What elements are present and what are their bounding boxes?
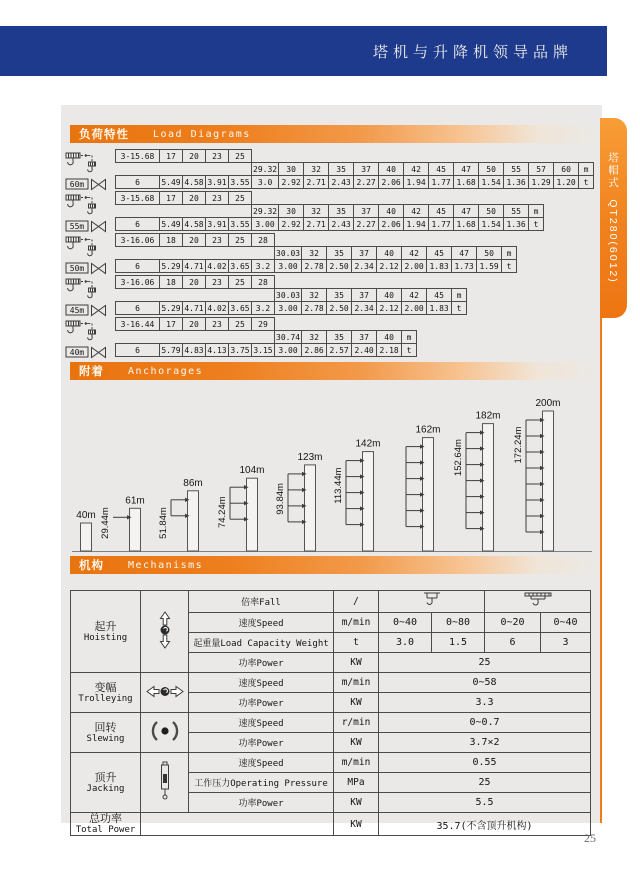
jib-length-label: 45m: [69, 306, 85, 315]
load-cell: 4.58: [184, 219, 204, 229]
load-cell: 55: [504, 163, 529, 176]
load-diagram-block-55m: [65, 191, 594, 233]
mech-unit: KW: [334, 813, 379, 836]
load-cell: m: [529, 205, 544, 218]
load-cell: 28: [252, 276, 275, 289]
load-cell: 1.83: [427, 302, 452, 315]
load-cell: 3-15.68: [116, 150, 160, 163]
load-cell: t: [502, 260, 517, 273]
mech-group-hoisting: 起升 Hoisting: [71, 591, 141, 673]
load-cell: 29.32: [253, 164, 278, 174]
mech-val: 3.7×2: [379, 733, 591, 753]
load-cell: 1.77: [429, 218, 454, 231]
load-cell: 37: [352, 247, 377, 260]
load-cell: 45: [429, 205, 454, 218]
mech-param: 倍率Fall: [189, 591, 334, 613]
mech-param: 功率Power: [189, 733, 334, 753]
load-cell: 1.20: [554, 176, 579, 189]
spacer-cell: [275, 234, 517, 247]
tower-height-label: 182m: [475, 410, 501, 422]
tower-height-label: 61m: [125, 495, 145, 507]
load-cell: 2.06: [379, 176, 404, 189]
load-cell: 29.32: [253, 206, 278, 216]
mech-val: 3.3: [379, 693, 591, 713]
load-cell: m: [579, 163, 594, 176]
crane-jib-icon: [65, 276, 111, 318]
load-cell: 35: [327, 331, 352, 344]
brand-header-bar: [0, 26, 607, 76]
load-cell: 30.03: [276, 248, 301, 258]
brand-slogan: 塔机与升降机领导品牌: [372, 44, 573, 61]
mech-unit: KW: [334, 653, 379, 673]
mech-gicon: [141, 753, 189, 813]
model-side-tab: [600, 118, 627, 318]
load-cell: 50: [477, 247, 502, 260]
mech-gicon: [141, 591, 189, 673]
load-cell: 4.83: [184, 345, 204, 355]
four-fall-hook-icon: [521, 591, 555, 609]
mech-unit: m/min: [334, 753, 379, 773]
anchorage-tower-182m: [453, 411, 501, 551]
anchorage-tower-123m: [275, 452, 323, 551]
mechanisms-row: [71, 591, 591, 613]
mech-val: 0~80: [432, 613, 485, 633]
load-cell: 4.02: [207, 303, 227, 313]
section-header-mechanisms: [70, 556, 601, 574]
load-cell: 2.00: [402, 260, 427, 273]
load-cell: t: [529, 218, 544, 231]
load-cell: 40: [379, 163, 404, 176]
mech-val: 1.5: [432, 633, 485, 653]
load-cell: 35: [329, 205, 354, 218]
mech-param: 功率Power: [189, 693, 334, 713]
page-number: 25: [584, 831, 596, 845]
anchor-height-label: 172.24m: [513, 426, 524, 464]
load-cell: 2.12: [377, 302, 402, 315]
mech-unit: r/min: [334, 713, 379, 733]
mech-unit: KW: [334, 793, 379, 813]
tower-height-label: 86m: [183, 477, 203, 489]
anchor-height-label: 51.84m: [158, 507, 169, 539]
load-cell: 6: [116, 302, 160, 315]
jib-length-label: 40m: [69, 348, 85, 357]
mech-val: 6: [485, 633, 541, 653]
load-table-50m: [115, 233, 517, 273]
mech-param: 速度Speed: [189, 753, 334, 773]
load-cell: 32: [302, 247, 327, 260]
load-cell: 30: [279, 205, 304, 218]
load-cell: 2.71: [304, 176, 329, 189]
load-cell: 45: [427, 289, 452, 302]
load-cell: 3.00: [275, 302, 302, 315]
load-table-55m: [115, 191, 544, 231]
load-cell: 2.27: [354, 176, 379, 189]
mech-param: 工作压力Operating Pressure: [189, 773, 334, 793]
load-cell: 18: [160, 234, 183, 247]
load-cell: 5.49: [161, 177, 181, 187]
mech-val: [379, 591, 485, 613]
section-title-zh: 机构: [79, 560, 104, 572]
load-cell: t: [452, 302, 467, 315]
load-diagram-block-60m: [65, 149, 594, 191]
load-cell: 2.57: [327, 344, 352, 357]
load-cell: t: [579, 176, 594, 189]
section-title-en: Anchorages: [128, 365, 204, 377]
load-cell: 42: [402, 247, 427, 260]
section-title-zh: 负荷特性: [79, 129, 129, 141]
section-title-en: Load Diagrams: [153, 128, 251, 140]
load-cell: 2.06: [379, 218, 404, 231]
mech-gicon: [141, 673, 189, 713]
section-header-load-diagrams: [70, 125, 601, 143]
load-cell: 3.00: [275, 344, 302, 357]
load-cell: 3-16.06: [116, 234, 160, 247]
mech-param: 功率Power: [189, 653, 334, 673]
load-cell: 40: [377, 331, 402, 344]
mech-blank: [141, 813, 334, 836]
jacking-icon: [158, 761, 172, 801]
load-cell: 2.71: [304, 218, 329, 231]
spacer-cell: [116, 289, 275, 302]
mechanisms-row: [71, 713, 591, 733]
spacer-cell: [116, 163, 252, 176]
load-cell: 23: [206, 276, 229, 289]
load-cell: 3.15: [253, 345, 273, 355]
mech-val: 3: [541, 633, 591, 653]
mech-val: 25: [379, 653, 591, 673]
load-cell: 40: [379, 205, 404, 218]
load-cell: 2.43: [329, 218, 354, 231]
load-cell: 4.71: [184, 303, 204, 313]
mech-unit: KW: [334, 693, 379, 713]
load-cell: 32: [302, 289, 327, 302]
mech-group-jacking: 顶升 Jacking: [71, 753, 141, 813]
crane-jib-icon: [65, 234, 111, 276]
load-cell: 3.55: [230, 219, 250, 229]
spacer-cell: [252, 150, 594, 163]
two-fall-hook-icon: [417, 591, 447, 609]
load-cell: 23: [206, 150, 229, 163]
mech-val: 35.7(不含顶升机构): [379, 813, 591, 836]
load-cell: 30.74: [276, 332, 301, 342]
load-cell: 5.79: [161, 345, 181, 355]
mech-val: 0~40: [541, 613, 591, 633]
load-cell: 1.36: [504, 176, 529, 189]
load-cell: 3.91: [207, 177, 227, 187]
load-cell: 17: [160, 318, 183, 331]
load-cell: 2.18: [377, 344, 402, 357]
load-cell: 30: [279, 163, 304, 176]
mech-val: 25: [379, 773, 591, 793]
mech-val: 0.55: [379, 753, 591, 773]
tower-height-label: 123m: [297, 451, 323, 463]
load-cell: 23: [206, 318, 229, 331]
mech-val: 5.5: [379, 793, 591, 813]
load-cell: 2.92: [279, 176, 304, 189]
mech-unit: t: [334, 633, 379, 653]
load-cell: 1.83: [427, 260, 452, 273]
tower-height-label: 142m: [355, 438, 381, 450]
load-cell: 20: [183, 318, 206, 331]
load-cell: 2.34: [352, 302, 377, 315]
mechanisms-row: [71, 753, 591, 773]
load-cell: 3.65: [230, 303, 250, 313]
load-cell: 25: [229, 318, 252, 331]
mech-unit: KW: [334, 733, 379, 753]
anchorage-tower-200m: [513, 398, 561, 551]
load-cell: 2.12: [377, 260, 402, 273]
load-cell: 23: [206, 234, 229, 247]
load-cell: 1.68: [454, 176, 479, 189]
mech-param: 功率Power: [189, 793, 334, 813]
load-cell: 30.03: [276, 290, 301, 300]
mech-param: 速度Speed: [189, 673, 334, 693]
load-cell: 42: [404, 163, 429, 176]
load-cell: 32: [304, 163, 329, 176]
mech-group-trolleying: 变幅 Trolleying: [71, 673, 141, 713]
crane-jib-icon: [65, 192, 111, 234]
load-cell: 45: [429, 163, 454, 176]
load-table-60m: [115, 149, 594, 189]
load-diagram-block-50m: [65, 233, 594, 275]
load-cell: 25: [229, 192, 252, 205]
load-cell: 47: [452, 247, 477, 260]
load-cell: m: [402, 331, 417, 344]
load-cell: 20: [183, 234, 206, 247]
tower-height-label: 104m: [239, 465, 265, 477]
load-cell: 17: [160, 150, 183, 163]
load-cell: 50: [479, 163, 504, 176]
section-title-zh: 附着: [79, 366, 104, 378]
load-cell: 37: [352, 289, 377, 302]
load-cell: m: [502, 247, 517, 260]
load-cell: 1.54: [479, 218, 504, 231]
tower-height-label: 200m: [535, 398, 561, 409]
load-cell: 3.2: [252, 260, 275, 273]
load-cell: 6: [116, 260, 160, 273]
load-cell: 4.58: [184, 177, 204, 187]
anchor-height-label: 113.44m: [333, 467, 344, 504]
mech-val: 0~20: [485, 613, 541, 633]
load-cell: 40: [377, 247, 402, 260]
load-cell: 4.02: [207, 261, 227, 271]
load-diagram-block-45m: [65, 275, 594, 317]
tower-height-label: 162m: [415, 424, 441, 436]
content-panel: [61, 105, 602, 835]
load-cell: 57: [529, 163, 554, 176]
crane-jib-icon: [65, 318, 111, 360]
load-cell: 3-15.68: [116, 192, 160, 205]
load-cell: 6: [116, 218, 160, 231]
mech-group-total-power: 总功率 Total Power: [71, 813, 141, 836]
mechanisms-row: [71, 673, 591, 693]
load-cell: 50: [479, 205, 504, 218]
jib-length-label: 60m: [69, 180, 85, 189]
load-cell: 5.49: [161, 219, 181, 229]
load-table-40m: [115, 317, 417, 357]
mech-param: 速度Speed: [189, 613, 334, 633]
load-cell: 25: [229, 234, 252, 247]
anchor-height-label: 74.24m: [217, 496, 228, 529]
anchorage-tower-142m: [333, 439, 381, 551]
load-cell: 1.36: [504, 218, 529, 231]
load-cell: 37: [354, 205, 379, 218]
load-cell: 3.55: [230, 177, 250, 187]
load-cell: 1.54: [479, 176, 504, 189]
load-cell: 20: [183, 150, 206, 163]
load-cell: 29: [252, 318, 275, 331]
load-cell: 20: [183, 276, 206, 289]
load-table-45m: [115, 275, 467, 315]
load-cell: 5.29: [161, 261, 181, 271]
load-cell: 3.00: [275, 260, 302, 273]
model-tab-label: 塔帽式 QT280(6012): [607, 152, 619, 284]
load-cell: 6: [116, 176, 160, 189]
load-cell: 2.50: [327, 260, 352, 273]
mech-gicon: [141, 713, 189, 753]
load-cell: 3.00: [252, 218, 279, 231]
mech-unit: MPa: [334, 773, 379, 793]
load-cell: 1.59: [477, 260, 502, 273]
load-cell: 40: [377, 289, 402, 302]
load-cell: 1.94: [404, 176, 429, 189]
spacer-cell: [275, 276, 467, 289]
load-cell: 32: [302, 331, 327, 344]
mech-val: 3.0: [379, 633, 432, 653]
anchor-height-label: 29.44m: [100, 507, 111, 539]
load-cell: 47: [454, 163, 479, 176]
load-cell: 3-16.44: [116, 318, 160, 331]
anchor-height-label: 93.84m: [275, 483, 286, 515]
load-cell: 42: [402, 289, 427, 302]
spacer-cell: [275, 318, 417, 331]
mech-unit: /: [334, 591, 379, 613]
hoisting-icon: [153, 610, 177, 650]
load-cell: 35: [327, 289, 352, 302]
anchorage-tower-162m: [406, 425, 441, 551]
load-cell: 37: [352, 331, 377, 344]
jib-length-label: 50m: [69, 264, 85, 273]
load-cell: 3-16.06: [116, 276, 160, 289]
load-cell: 25: [229, 150, 252, 163]
load-cell: 28: [252, 234, 275, 247]
anchorage-tower-61m: [100, 495, 145, 551]
load-cell: 42: [404, 205, 429, 218]
anchorage-diagram-area: [70, 385, 595, 562]
load-cell: 35: [329, 163, 354, 176]
spacer-cell: [252, 192, 544, 205]
mech-param: 起重量Load Capacity Weight: [189, 633, 334, 653]
load-cell: 2.78: [302, 302, 327, 315]
load-cell: 1.29: [529, 176, 554, 189]
load-cell: 55: [504, 205, 529, 218]
load-cell: 37: [354, 163, 379, 176]
mechanisms-row: [71, 813, 591, 836]
mech-param: 速度Speed: [189, 713, 334, 733]
load-cell: 47: [454, 205, 479, 218]
mech-val: 0~40: [379, 613, 432, 633]
load-cell: 5.29: [161, 303, 181, 313]
load-cell: 17: [160, 192, 183, 205]
load-cell: 2.34: [352, 260, 377, 273]
anchor-height-label: 152.64m: [453, 439, 464, 477]
mech-val: [485, 591, 591, 613]
spacer-cell: [116, 247, 275, 260]
mech-unit: m/min: [334, 613, 379, 633]
load-cell: 2.92: [279, 218, 304, 231]
anchorage-diagram: [70, 385, 595, 557]
load-cell: 1.77: [429, 176, 454, 189]
load-cell: 1.73: [452, 260, 477, 273]
tower-height-label: 40m: [76, 510, 96, 521]
spacer-cell: [116, 331, 275, 344]
trolleying-icon: [145, 682, 185, 701]
load-cell: 1.94: [404, 218, 429, 231]
load-cell: t: [402, 344, 417, 357]
load-cell: 2.27: [354, 218, 379, 231]
load-cell: 2.78: [302, 260, 327, 273]
mech-unit: m/min: [334, 673, 379, 693]
mech-group-slewing: 回转 Slewing: [71, 713, 141, 753]
load-cell: 1.68: [454, 218, 479, 231]
section-header-anchorages: [70, 362, 601, 380]
anchorage-tower-104m: [217, 465, 265, 551]
load-cell: 6: [116, 344, 160, 357]
load-cell: 32: [304, 205, 329, 218]
load-cell: 3.0: [252, 176, 279, 189]
mech-val: 0~58: [379, 673, 591, 693]
anchorage-tower-86m: [158, 478, 203, 551]
spacer-cell: [116, 205, 252, 218]
load-cell: 2.43: [329, 176, 354, 189]
mechanisms-table: [70, 590, 591, 836]
load-cell: 2.40: [352, 344, 377, 357]
slewing-icon: [147, 719, 183, 743]
load-cell: 25: [229, 276, 252, 289]
load-cell: 4.71: [184, 261, 204, 271]
load-diagram-block-40m: [65, 317, 594, 359]
load-cell: 2.50: [327, 302, 352, 315]
load-cell: 3.2: [252, 302, 275, 315]
load-cell: 2.86: [302, 344, 327, 357]
load-cell: 3.91: [207, 219, 227, 229]
load-cell: 23: [206, 192, 229, 205]
load-cell: 3.65: [230, 261, 250, 271]
crane-jib-icon: [65, 150, 111, 192]
load-cell: 35: [327, 247, 352, 260]
anchorage-tower-40m: [76, 510, 95, 551]
mech-val: 0~0.7: [379, 713, 591, 733]
load-cell: 20: [183, 192, 206, 205]
load-cell: 4.13: [207, 345, 227, 355]
load-cell: 60: [554, 163, 579, 176]
load-cell: 18: [160, 276, 183, 289]
load-cell: m: [452, 289, 467, 302]
jib-length-label: 55m: [69, 222, 85, 231]
section-title-en: Mechanisms: [128, 559, 204, 571]
load-cell: 3.75: [230, 345, 250, 355]
load-diagrams-area: [61, 149, 594, 359]
load-cell: 2.00: [402, 302, 427, 315]
load-cell: 45: [427, 247, 452, 260]
